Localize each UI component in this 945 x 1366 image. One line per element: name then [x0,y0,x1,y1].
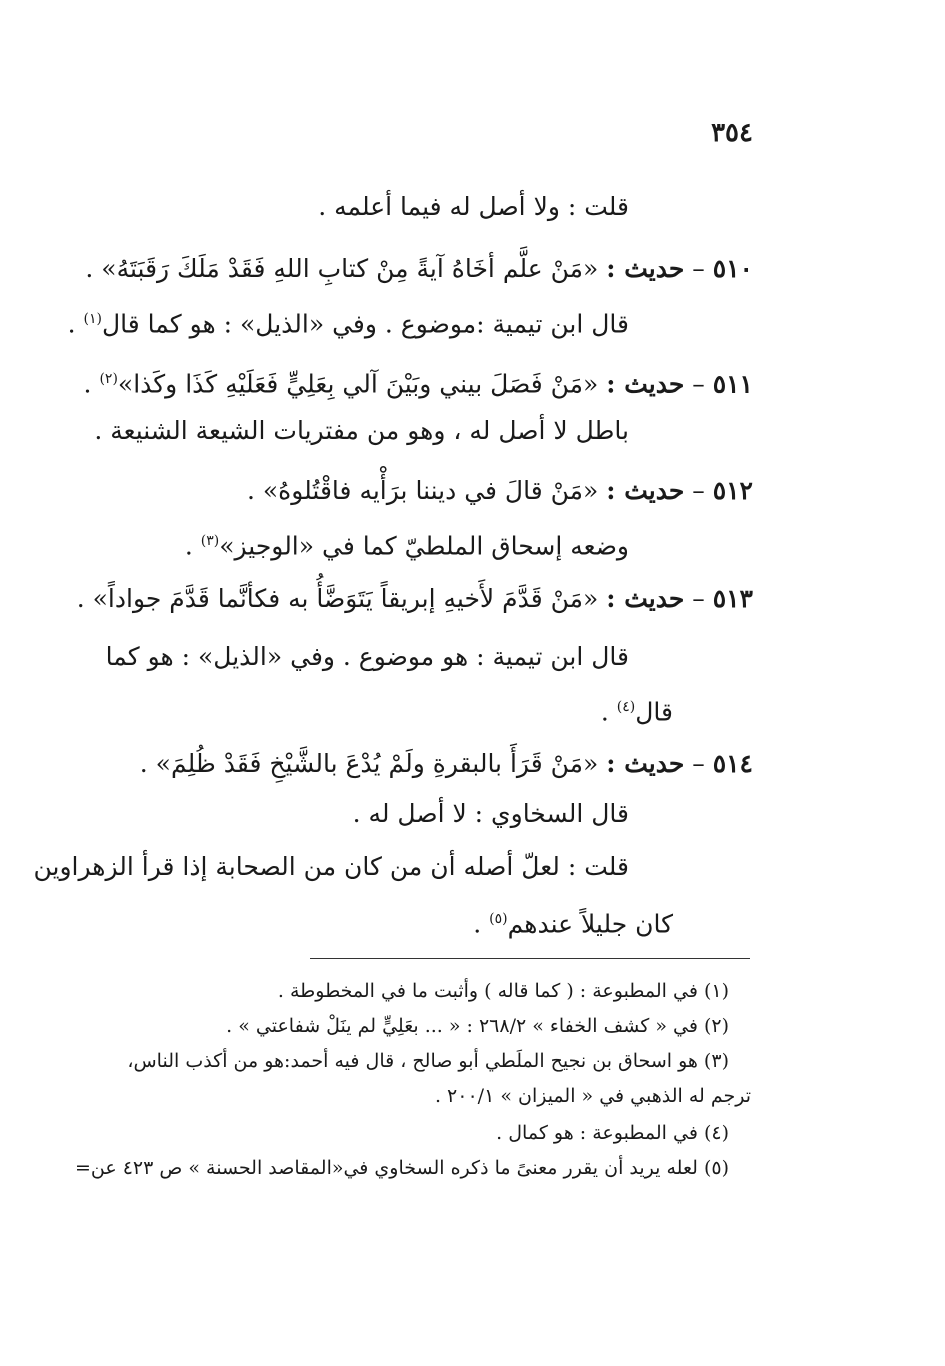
hadith-513-note: قال ابن تيمية : هو موضوع . وفي «الذيل» : هو كما [105,642,629,671]
hadith-number: ٥١٠ [712,254,753,283]
hadith-keyword: حديث : [606,476,685,505]
hadith-text: «مَنْ قَدَّمَ لأَخيهِ إبريقاً يَتَوَضَّأُ به فكأنَّما قَدَّمَ جواداً» . [76,584,599,613]
hadith-512-note: وضعه إسحاق الملطيّ كما في «الوجيز»$^{(٣)}$ . [184,531,629,561]
hadith-text: «مَنْ قالَ في ديننا برَأْيه فاقْتُلوهُ» . [246,476,599,505]
hadith-keyword: حديث : [606,369,685,399]
footnote-ref: (٥) [489,911,508,927]
hadith-keyword: حديث : [606,749,685,778]
hadith-510-note: قال ابن تيمية :موضوع . وفي «الذيل» : هو كما قال$^{(١)}$ . [67,309,629,339]
page-number: ٣٥٤ [711,118,753,148]
comment-line: قلت : ولا أصل له فيما أعلمه . [318,192,629,221]
footnote-ref: (٤) [616,699,636,715]
footnote-3-cont: ترجم له الذهبي في « الميزان » ٢٠٠/١ . [434,1085,751,1107]
hadith-text: «مَنْ فَصَلَ بيني وبَيْنَ آلي بِعَلِيٍّ فَعَلَيْهِ كَذَا وكَذا» [117,369,599,399]
note-text: قال ابن تيمية :موضوع . وفي «الذيل» : هو كما قال [101,309,629,339]
footnote-2: (٢) في « كشف الخفاء » ٢٦٨/٢ : « ... بعَلِيٍّ لم ينَلْ شفاعتي » . [226,1015,729,1037]
note-text: قال [635,697,673,727]
hadith-keyword: حديث : [606,254,685,283]
hadith-number: ٥١١ [712,369,753,399]
hadith-keyword: حديث : [606,584,685,613]
hadith-513: ٥١٣ – حديث : «مَنْ قَدَّمَ لأَخيهِ إبريقاً يَتَوَضَّأُ به فكأنَّما قَدَّمَ جواداً» . [76,584,753,613]
comment-line: قلت : لعلّ أصله أن من كان من الصحابة إذا قرأ الزهراوين [33,852,629,881]
hadith-511: ٥١١ – حديث : «مَنْ فَصَلَ بيني وبَيْنَ آلي بِعَلِيٍّ فَعَلَيْهِ كَذَا وكَذا»$^{(٢)}$ . [83,369,753,399]
footnote-3: (٣) هو اسحاق بن نجيح الملَطي أبو صالح ، قال فيه أحمد:هو من أكذب الناس، [127,1050,729,1072]
footnote-divider [310,958,750,959]
hadith-number: ٥١٣ [712,584,753,613]
hadith-512: ٥١٢ – حديث : «مَنْ قالَ في ديننا برَأْيه فاقْتُلوهُ» . [246,476,753,505]
footnote-1: (١) في المطبوعة : ( كما قاله ) وأثبت ما في المخطوطة . [277,980,729,1002]
hadith-number: ٥١٢ [712,476,753,505]
footnote-ref: (٣) [200,533,220,549]
note-text: وضعه إسحاق الملطيّ كما في «الوجيز» [219,531,629,561]
footnote-ref: (١) [83,311,102,327]
hadith-text: «مَنْ قَرَأَ بالبقرةِ ولَمْ يُدْعَ بالشَّيْخِ فَقَدْ ظُلِمَ» . [139,749,599,778]
hadith-511-note: باطل لا أصل له ، وهو من مفتريات الشيعة الشنيعة . [94,416,629,445]
comment-line-cont: كان جليلاً عندهم$^{(٥)}$ . [473,909,673,939]
hadith-510: ٥١٠ – حديث : «مَنْ علَّم أخَاهُ آيةً مِنْ كتابِ اللهِ فَقَدْ مَلَكَ رَقَبَتَهُ» . [85,254,753,283]
hadith-number: ٥١٤ [712,749,753,778]
footnote-5: (٥) لعله يريد أن يقرر معنىً ما ذكره السخاوي في«المقاصد الحسنة » ص ٤٢٣ عن= [74,1157,729,1179]
hadith-514: ٥١٤ – حديث : «مَنْ قَرَأَ بالبقرةِ ولَمْ يُدْعَ بالشَّيْخِ فَقَدْ ظُلِمَ» . [139,749,753,778]
footnote-4: (٤) في المطبوعة : هو كمال . [496,1122,729,1144]
comment-text: كان جليلاً عندهم [507,909,673,939]
hadith-text: «مَنْ علَّم أخَاهُ آيةً مِنْ كتابِ اللهِ فَقَدْ مَلَكَ رَقَبَتَهُ» . [85,254,599,283]
hadith-513-note-cont: قال$^{(٤)}$ . [600,697,673,727]
hadith-514-note: قال السخاوي : لا أصل له . [352,799,629,828]
footnote-ref: (٢) [99,371,118,387]
